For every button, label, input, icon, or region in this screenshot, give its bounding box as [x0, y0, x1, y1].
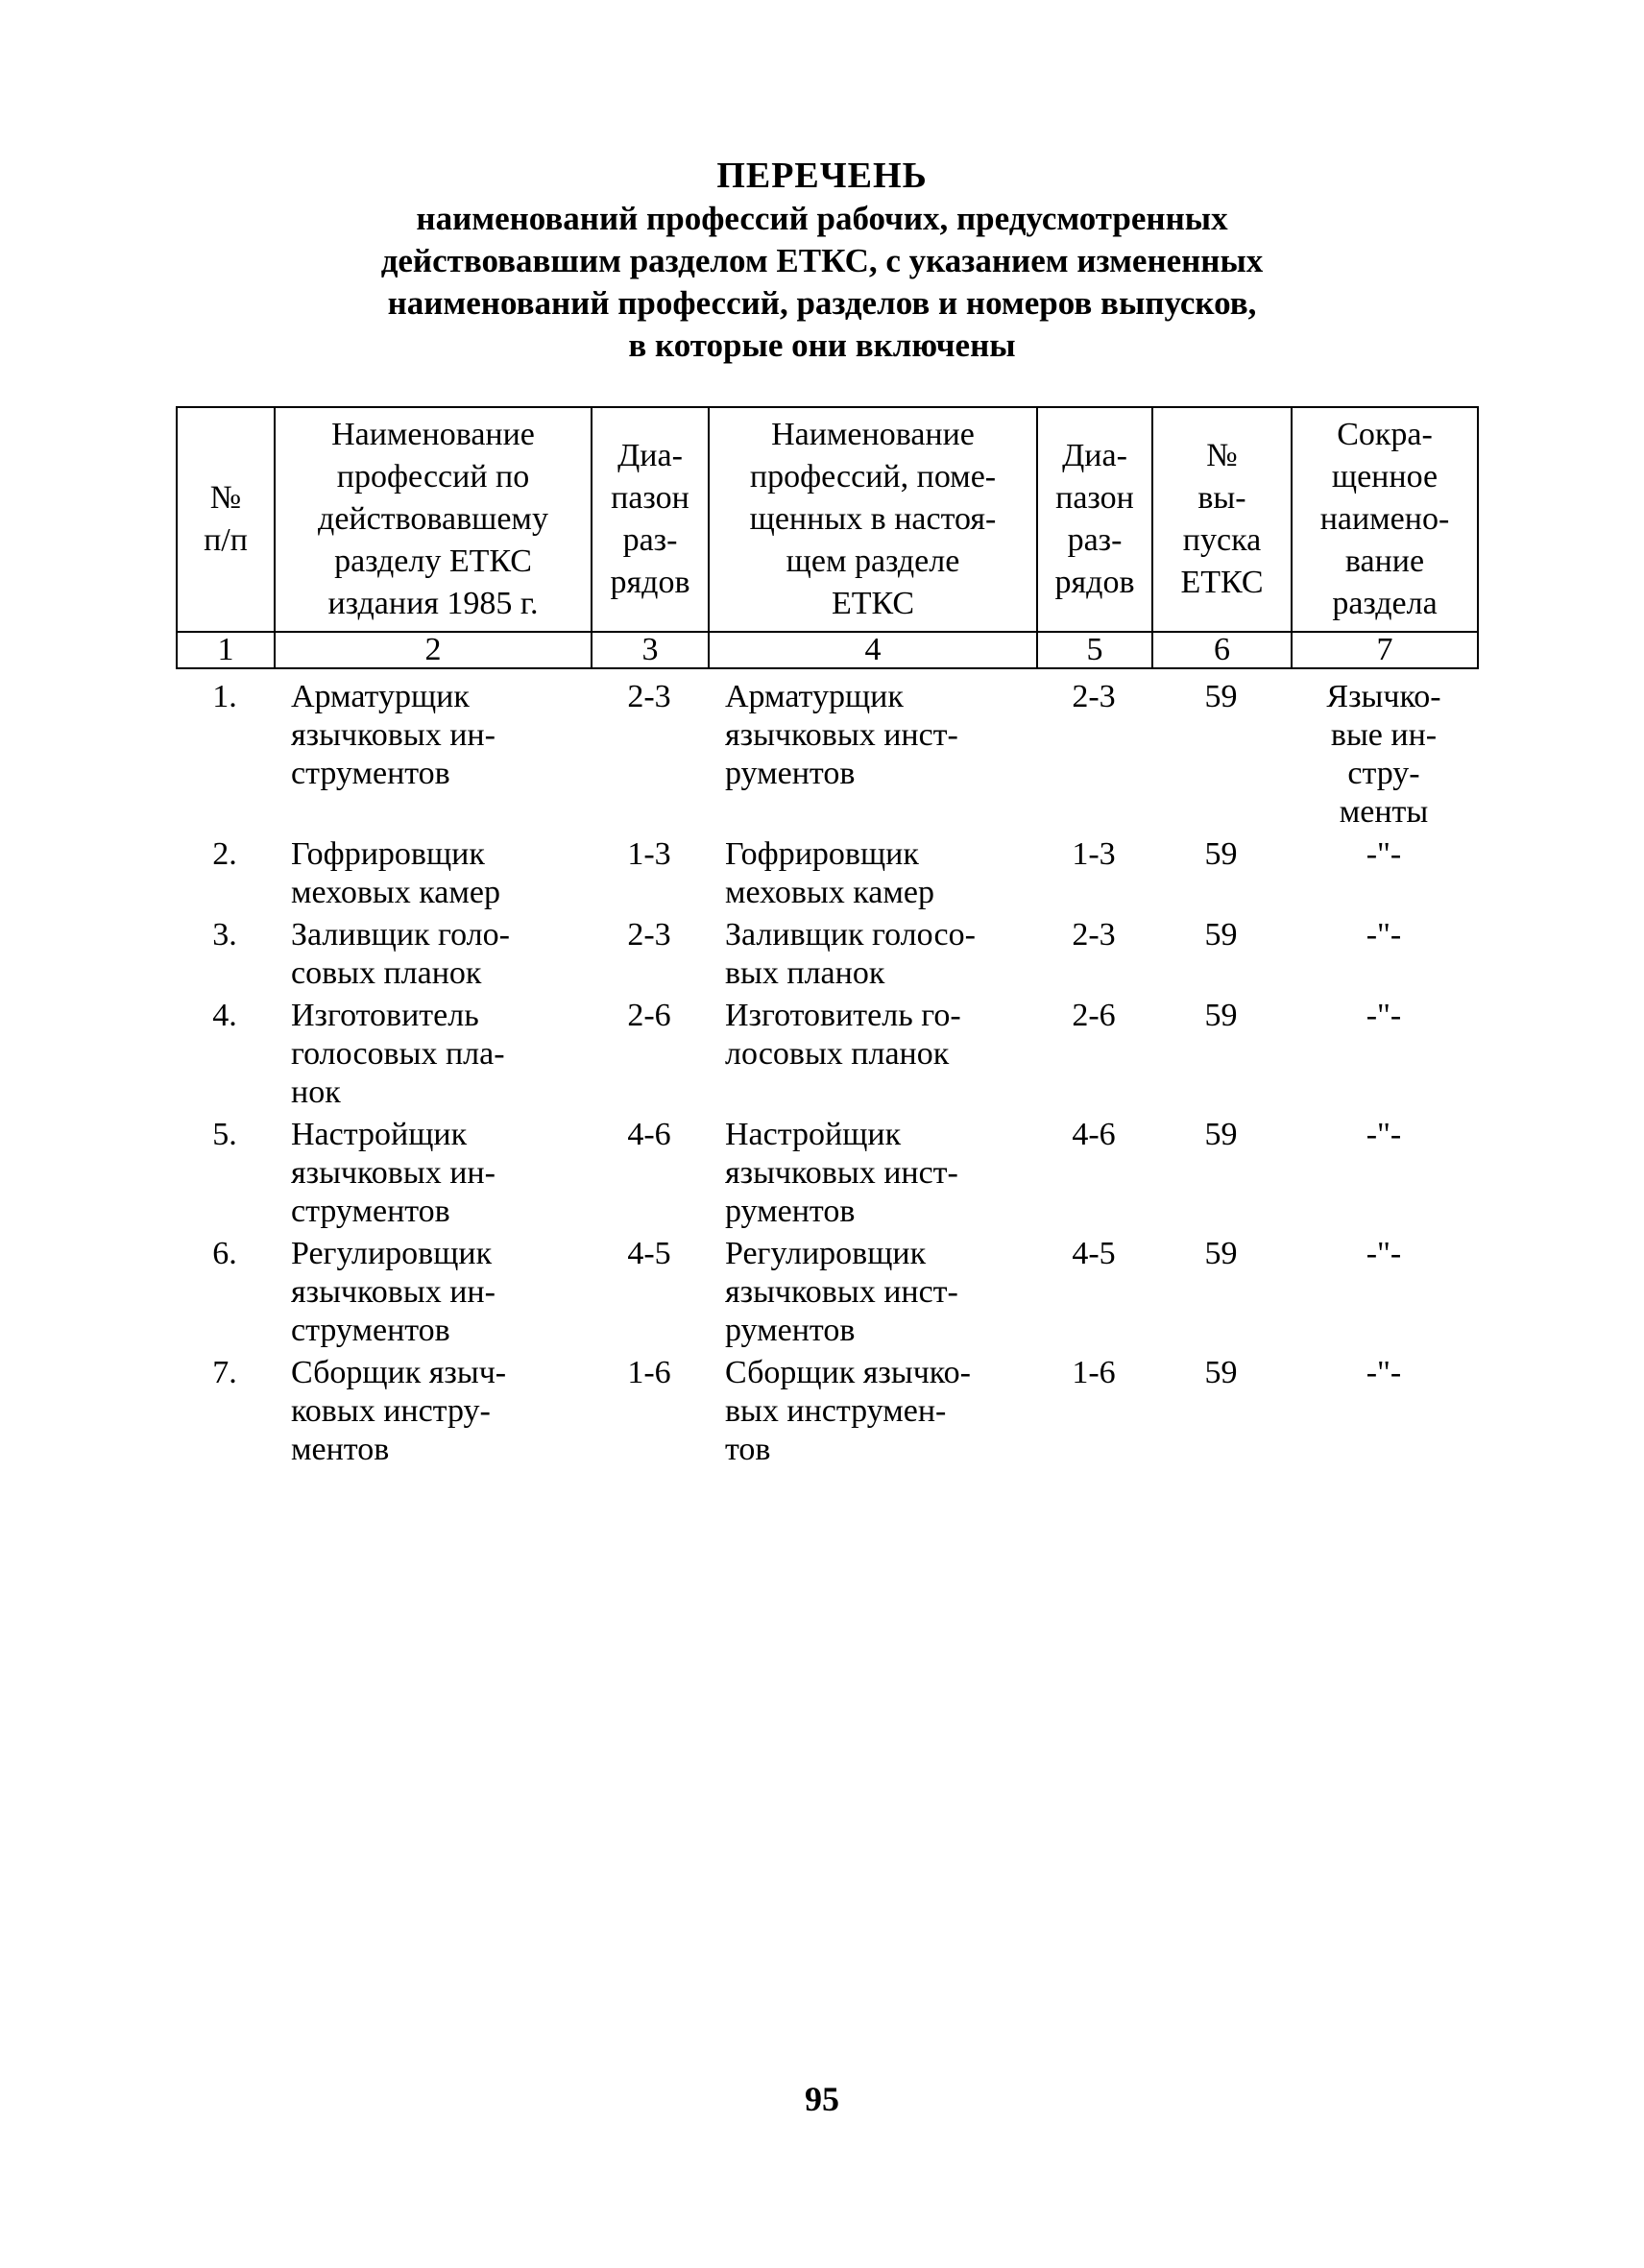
column-number-row [177, 632, 1478, 668]
header-cell-old-name: Наименование профессий по действовавшему разделу ЕТКС издания 1985 г. [275, 407, 592, 632]
header-cell-issue: № вы- пуска ЕТКС [1152, 407, 1292, 632]
issue-number: 59 [1204, 836, 1238, 872]
issue-number: 59 [1204, 1236, 1238, 1271]
section-short-name: -"- [1366, 836, 1402, 872]
new-grade-range: 1-3 [1072, 836, 1116, 872]
section-short-name: -"- [1366, 1236, 1402, 1271]
section-short-name: -"- [1366, 1117, 1402, 1152]
column-number: 2 [275, 632, 592, 668]
old-grade-range: 2-3 [627, 917, 671, 953]
issue-number: 59 [1204, 917, 1238, 953]
table-row [176, 835, 1477, 916]
new-profession-name: Регулировщик язычковых инст- рументов [725, 1236, 958, 1348]
new-grade-range: 2-3 [1072, 917, 1116, 953]
column-number: 6 [1152, 632, 1292, 668]
old-profession-name: Гофрировщик меховых камер [291, 836, 500, 910]
header-cell-number: № п/п [177, 407, 275, 632]
row-number: 3. [212, 917, 237, 953]
section-short-name: -"- [1366, 1355, 1402, 1390]
header-cell-old-range: Диа- пазон раз- рядов [592, 407, 709, 632]
new-grade-range: 4-5 [1072, 1236, 1116, 1271]
column-number: 1 [177, 632, 275, 668]
table-body [176, 678, 1477, 1473]
section-short-name: -"- [1366, 917, 1402, 953]
new-profession-name: Изготовитель го- лосовых планок [725, 998, 961, 1072]
old-grade-range: 4-5 [627, 1236, 671, 1271]
new-profession-name: Настройщик язычковых инст- рументов [725, 1117, 958, 1229]
table-row [176, 678, 1477, 835]
row-number: 4. [212, 998, 237, 1033]
old-grade-range: 1-6 [627, 1355, 671, 1390]
section-short-name: Язычко- вые ин- стру- менты [1326, 679, 1441, 830]
issue-number: 59 [1204, 1117, 1238, 1152]
old-profession-name: Арматурщик язычковых ин- струментов [291, 679, 496, 791]
old-grade-range: 2-6 [627, 998, 671, 1033]
new-grade-range: 2-3 [1072, 679, 1116, 714]
old-profession-name: Настройщик язычковых ин- струментов [291, 1117, 496, 1229]
row-number: 7. [212, 1355, 237, 1390]
new-profession-name: Гофрировщик меховых камер [725, 836, 934, 910]
new-profession-name: Заливщик голосо- вых планок [725, 917, 976, 991]
issue-number: 59 [1204, 998, 1238, 1033]
new-profession-name: Сборщик язычко- вых инструмен- тов [725, 1355, 971, 1467]
issue-number: 59 [1204, 679, 1238, 714]
header-row [177, 407, 1478, 632]
table-row [176, 1235, 1477, 1354]
row-number: 1. [212, 679, 237, 714]
table-row [176, 997, 1477, 1116]
column-number: 4 [709, 632, 1037, 668]
header-cell-section: Сокра- щенное наимено- вание раздела [1292, 407, 1478, 632]
page-number: 95 [805, 2080, 839, 2118]
old-profession-name: Регулировщик язычковых ин- струментов [291, 1236, 496, 1348]
new-grade-range: 4-6 [1072, 1117, 1116, 1152]
section-short-name: -"- [1366, 998, 1402, 1033]
issue-number: 59 [1204, 1355, 1238, 1390]
header-cell-new-name: Наименование профессий, поме- щенных в настоя- щем разделе ЕТКС [709, 407, 1037, 632]
title-main: ПЕРЕЧЕНЬ [716, 156, 928, 196]
old-profession-name: Сборщик языч- ковых инстру- ментов [291, 1355, 507, 1467]
old-grade-range: 1-3 [627, 836, 671, 872]
old-grade-range: 4-6 [627, 1117, 671, 1152]
header-cell-new-range: Диа- пазон раз- рядов [1037, 407, 1152, 632]
title-subtitle: наименований профессий рабочих, предусмотренных действовавшим разделом ЕТКС, с указанием измененных наименований профессий, разделов и номеров выпусков, в которые они включены [380, 200, 1264, 364]
row-number: 5. [212, 1117, 237, 1152]
old-profession-name: Заливщик голо- совых планок [291, 917, 510, 991]
table-row [176, 916, 1477, 997]
new-grade-range: 2-6 [1072, 998, 1116, 1033]
old-profession-name: Изготовитель голосовых пла- нок [291, 998, 505, 1110]
column-number: 5 [1037, 632, 1152, 668]
table-row [176, 1116, 1477, 1235]
document-title [0, 154, 1644, 367]
row-number: 2. [212, 836, 237, 872]
table-header [176, 406, 1479, 669]
column-number: 7 [1292, 632, 1478, 668]
column-number: 3 [592, 632, 709, 668]
new-profession-name: Арматурщик язычковых инст- рументов [725, 679, 958, 791]
row-number: 6. [212, 1236, 237, 1271]
old-grade-range: 2-3 [627, 679, 671, 714]
table-row [176, 1354, 1477, 1473]
new-grade-range: 1-6 [1072, 1355, 1116, 1390]
